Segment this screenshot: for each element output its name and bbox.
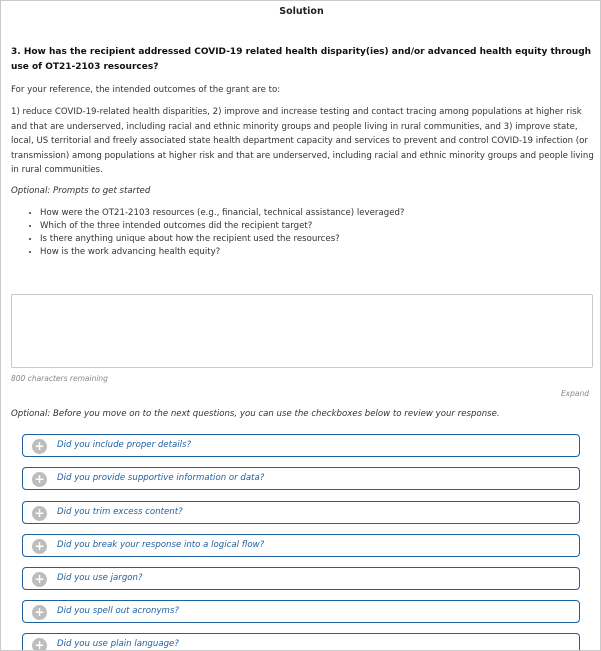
checklist-item-label: Did you include proper details? xyxy=(57,440,192,450)
checklist-item-label: Did you trim excess content? xyxy=(57,507,183,517)
prompt-item: • How is the work advancing health equity? xyxy=(40,246,405,259)
plus-circle-icon: + xyxy=(32,605,47,620)
prompt-item: • Which of the three intended outcomes did the recipient target? xyxy=(40,220,405,233)
prompt-item: • Is there anything unique about how the recipient used the resources? xyxy=(40,233,405,246)
checklist-item-label: Did you provide supportive information or data? xyxy=(57,473,265,483)
plus-circle-icon: + xyxy=(32,638,47,651)
response-textarea[interactable] xyxy=(11,294,593,368)
reference-intro: For your reference, the intended outcomes of the grant are to: xyxy=(11,85,281,95)
plus-circle-icon: + xyxy=(32,439,47,454)
plus-circle-icon: + xyxy=(32,472,47,487)
checklist-intro: Optional: Before you move on to the next questions, you can use the checkboxes below to review your response. xyxy=(11,409,500,419)
intended-outcomes: 1) reduce COVID-19-related health disparities, 2) improve and increase testing and contact tracing among populations at higher risk and that are underserved, including racial and ethnic minority groups and people living in rural communities, and 3) improve state, local, US territorial and freely associated state health department capacity and services to prevent and control COVID-19 infection (or transmission) among populations at higher risk and that are underserved, including racial and ethnic minority groups and people living in rural communities. xyxy=(11,107,594,175)
checklist-item-label: Did you break your response into a logical flow? xyxy=(57,540,265,550)
question-text: 3. How has the recipient addressed COVID-19 related health disparity(ies) and/or advanced health equity through use of OT21-2103 resources? xyxy=(11,47,592,72)
plus-circle-icon: + xyxy=(32,539,47,554)
plus-circle-icon: + xyxy=(32,506,47,521)
prompts-list xyxy=(25,207,405,259)
checklist-item-label: Did you use jargon? xyxy=(57,573,143,583)
characters-remaining: 800 characters remaining xyxy=(11,374,108,383)
prompt-item: • How were the OT21-2103 resources (e.g., financial, technical assistance) leveraged? xyxy=(40,207,405,220)
checklist-item-acronyms[interactable] xyxy=(22,600,580,623)
expand-link[interactable]: Expand xyxy=(560,389,589,398)
checklist-item-logical-flow[interactable] xyxy=(22,534,580,557)
checklist-item-jargon[interactable] xyxy=(22,567,580,590)
checklist-item-label: Did you spell out acronyms? xyxy=(57,606,179,616)
checklist-item-supportive-data[interactable] xyxy=(22,467,580,490)
section-title: Solution xyxy=(279,6,324,17)
prompts-label: Optional: Prompts to get started xyxy=(11,186,151,196)
checklist-item-label: Did you use plain language? xyxy=(57,639,179,649)
plus-circle-icon: + xyxy=(32,572,47,587)
checklist-item-details[interactable] xyxy=(22,434,580,457)
checklist-item-plain-language[interactable] xyxy=(22,633,580,651)
checklist-item-trim-content[interactable] xyxy=(22,501,580,524)
